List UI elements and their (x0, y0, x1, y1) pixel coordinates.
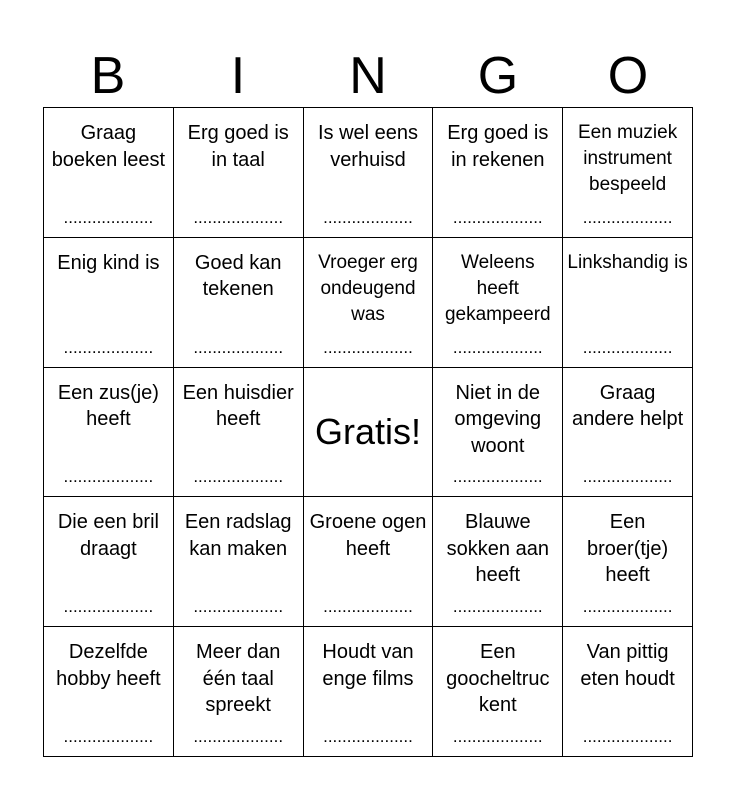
free-space-label: Gratis! (314, 410, 421, 452)
bingo-cell[interactable] (304, 238, 434, 368)
cell-dotted-line: ................... (193, 597, 284, 617)
cell-dotted-line: ................... (193, 207, 284, 227)
bingo-cell[interactable] (44, 238, 174, 368)
bingo-cell[interactable] (304, 627, 434, 757)
cell-text: Een radslag kan maken (184, 511, 292, 560)
cell-text: Weleens heeft gekampeerd (444, 251, 551, 325)
cell-text: Een broer(tje) heeft (587, 511, 669, 587)
cell-text: Een huisdier heeft (182, 381, 294, 431)
header-letter-g: G (477, 47, 519, 105)
bingo-cell[interactable] (563, 497, 693, 627)
cell-text: Dezelfde hobby heeft (56, 641, 161, 690)
cell-text: Een muziek instrument bespeeld (577, 122, 678, 195)
cell-text: Groene ogen heeft (309, 511, 427, 560)
cell-dotted-line: ................... (193, 727, 284, 746)
cell-dotted-line: ................... (323, 597, 413, 617)
cell-text: Enig kind is (57, 251, 160, 274)
header-letter-n: N (349, 47, 387, 105)
cell-dotted-line: ................... (582, 597, 673, 617)
cell-text: Houdt van enge films (322, 641, 414, 690)
bingo-cell[interactable] (563, 108, 693, 238)
bingo-grid (43, 107, 693, 757)
cell-text: Goed kan tekenen (194, 251, 282, 301)
bingo-cell[interactable] (563, 627, 693, 757)
bingo-header (43, 46, 693, 106)
cell-dotted-line: ................... (582, 727, 673, 746)
free-space-cell[interactable] (304, 368, 434, 498)
cell-dotted-line: ................... (323, 337, 413, 357)
cell-dotted-line: ................... (582, 337, 673, 357)
cell-text: Graag boeken leest (51, 122, 166, 171)
bingo-cell[interactable] (174, 108, 304, 238)
cell-dotted-line: ................... (193, 337, 284, 357)
cell-text: Is wel eens verhuisd (317, 122, 419, 171)
cell-text: Een goocheltruc kent (446, 641, 550, 717)
cell-dotted-line: ................... (63, 207, 154, 227)
cell-dotted-line: ................... (63, 597, 154, 617)
cell-dotted-line: ................... (63, 727, 154, 746)
header-letter-i: I (230, 47, 246, 105)
bingo-cell[interactable] (174, 238, 304, 368)
bingo-cell[interactable] (563, 238, 693, 368)
cell-dotted-line: ................... (323, 207, 413, 227)
cell-dotted-line: ................... (452, 337, 543, 357)
cell-dotted-line: ................... (452, 727, 543, 746)
cell-dotted-line: ................... (452, 597, 543, 617)
cell-text: Linkshandig is (567, 251, 688, 273)
bingo-cell[interactable] (563, 368, 693, 498)
cell-dotted-line: ................... (63, 467, 154, 487)
cell-dotted-line: ................... (452, 207, 543, 227)
cell-text: Blauwe sokken aan heeft (446, 511, 549, 587)
bingo-cell[interactable] (433, 368, 563, 498)
cell-dotted-line: ................... (582, 207, 673, 227)
cell-text: Erg goed is in rekenen (447, 122, 549, 171)
cell-text: Een zus(je) heeft (57, 381, 159, 431)
bingo-cell[interactable] (433, 497, 563, 627)
cell-text: Erg goed is in taal (187, 122, 289, 171)
header-letter-o: O (607, 47, 649, 105)
bingo-cell[interactable] (44, 368, 174, 498)
bingo-cell[interactable] (174, 368, 304, 498)
cell-dotted-line: ................... (582, 467, 673, 487)
cell-text: Die een bril draagt (57, 511, 159, 560)
bingo-cell[interactable] (304, 497, 434, 627)
cell-text: Vroeger erg ondeugend was (318, 251, 418, 325)
bingo-cell[interactable] (304, 108, 434, 238)
bingo-cell[interactable] (433, 238, 563, 368)
cell-text: Niet in de omgeving woont (454, 381, 542, 457)
header-letter-b: B (90, 47, 126, 105)
cell-text: Graag andere helpt (571, 381, 684, 431)
bingo-cell[interactable] (44, 108, 174, 238)
cell-dotted-line: ................... (323, 727, 413, 746)
cell-dotted-line: ................... (452, 467, 543, 487)
cell-text: Meer dan één taal spreekt (195, 641, 281, 717)
bingo-cell[interactable] (433, 108, 563, 238)
bingo-cell[interactable] (44, 497, 174, 627)
cell-text: Van pittig eten houdt (580, 641, 675, 690)
bingo-cell[interactable] (174, 497, 304, 627)
bingo-cell[interactable] (44, 627, 174, 757)
cell-dotted-line: ................... (193, 467, 284, 487)
bingo-cell[interactable] (174, 627, 304, 757)
bingo-cell[interactable] (433, 627, 563, 757)
cell-dotted-line: ................... (63, 337, 154, 357)
